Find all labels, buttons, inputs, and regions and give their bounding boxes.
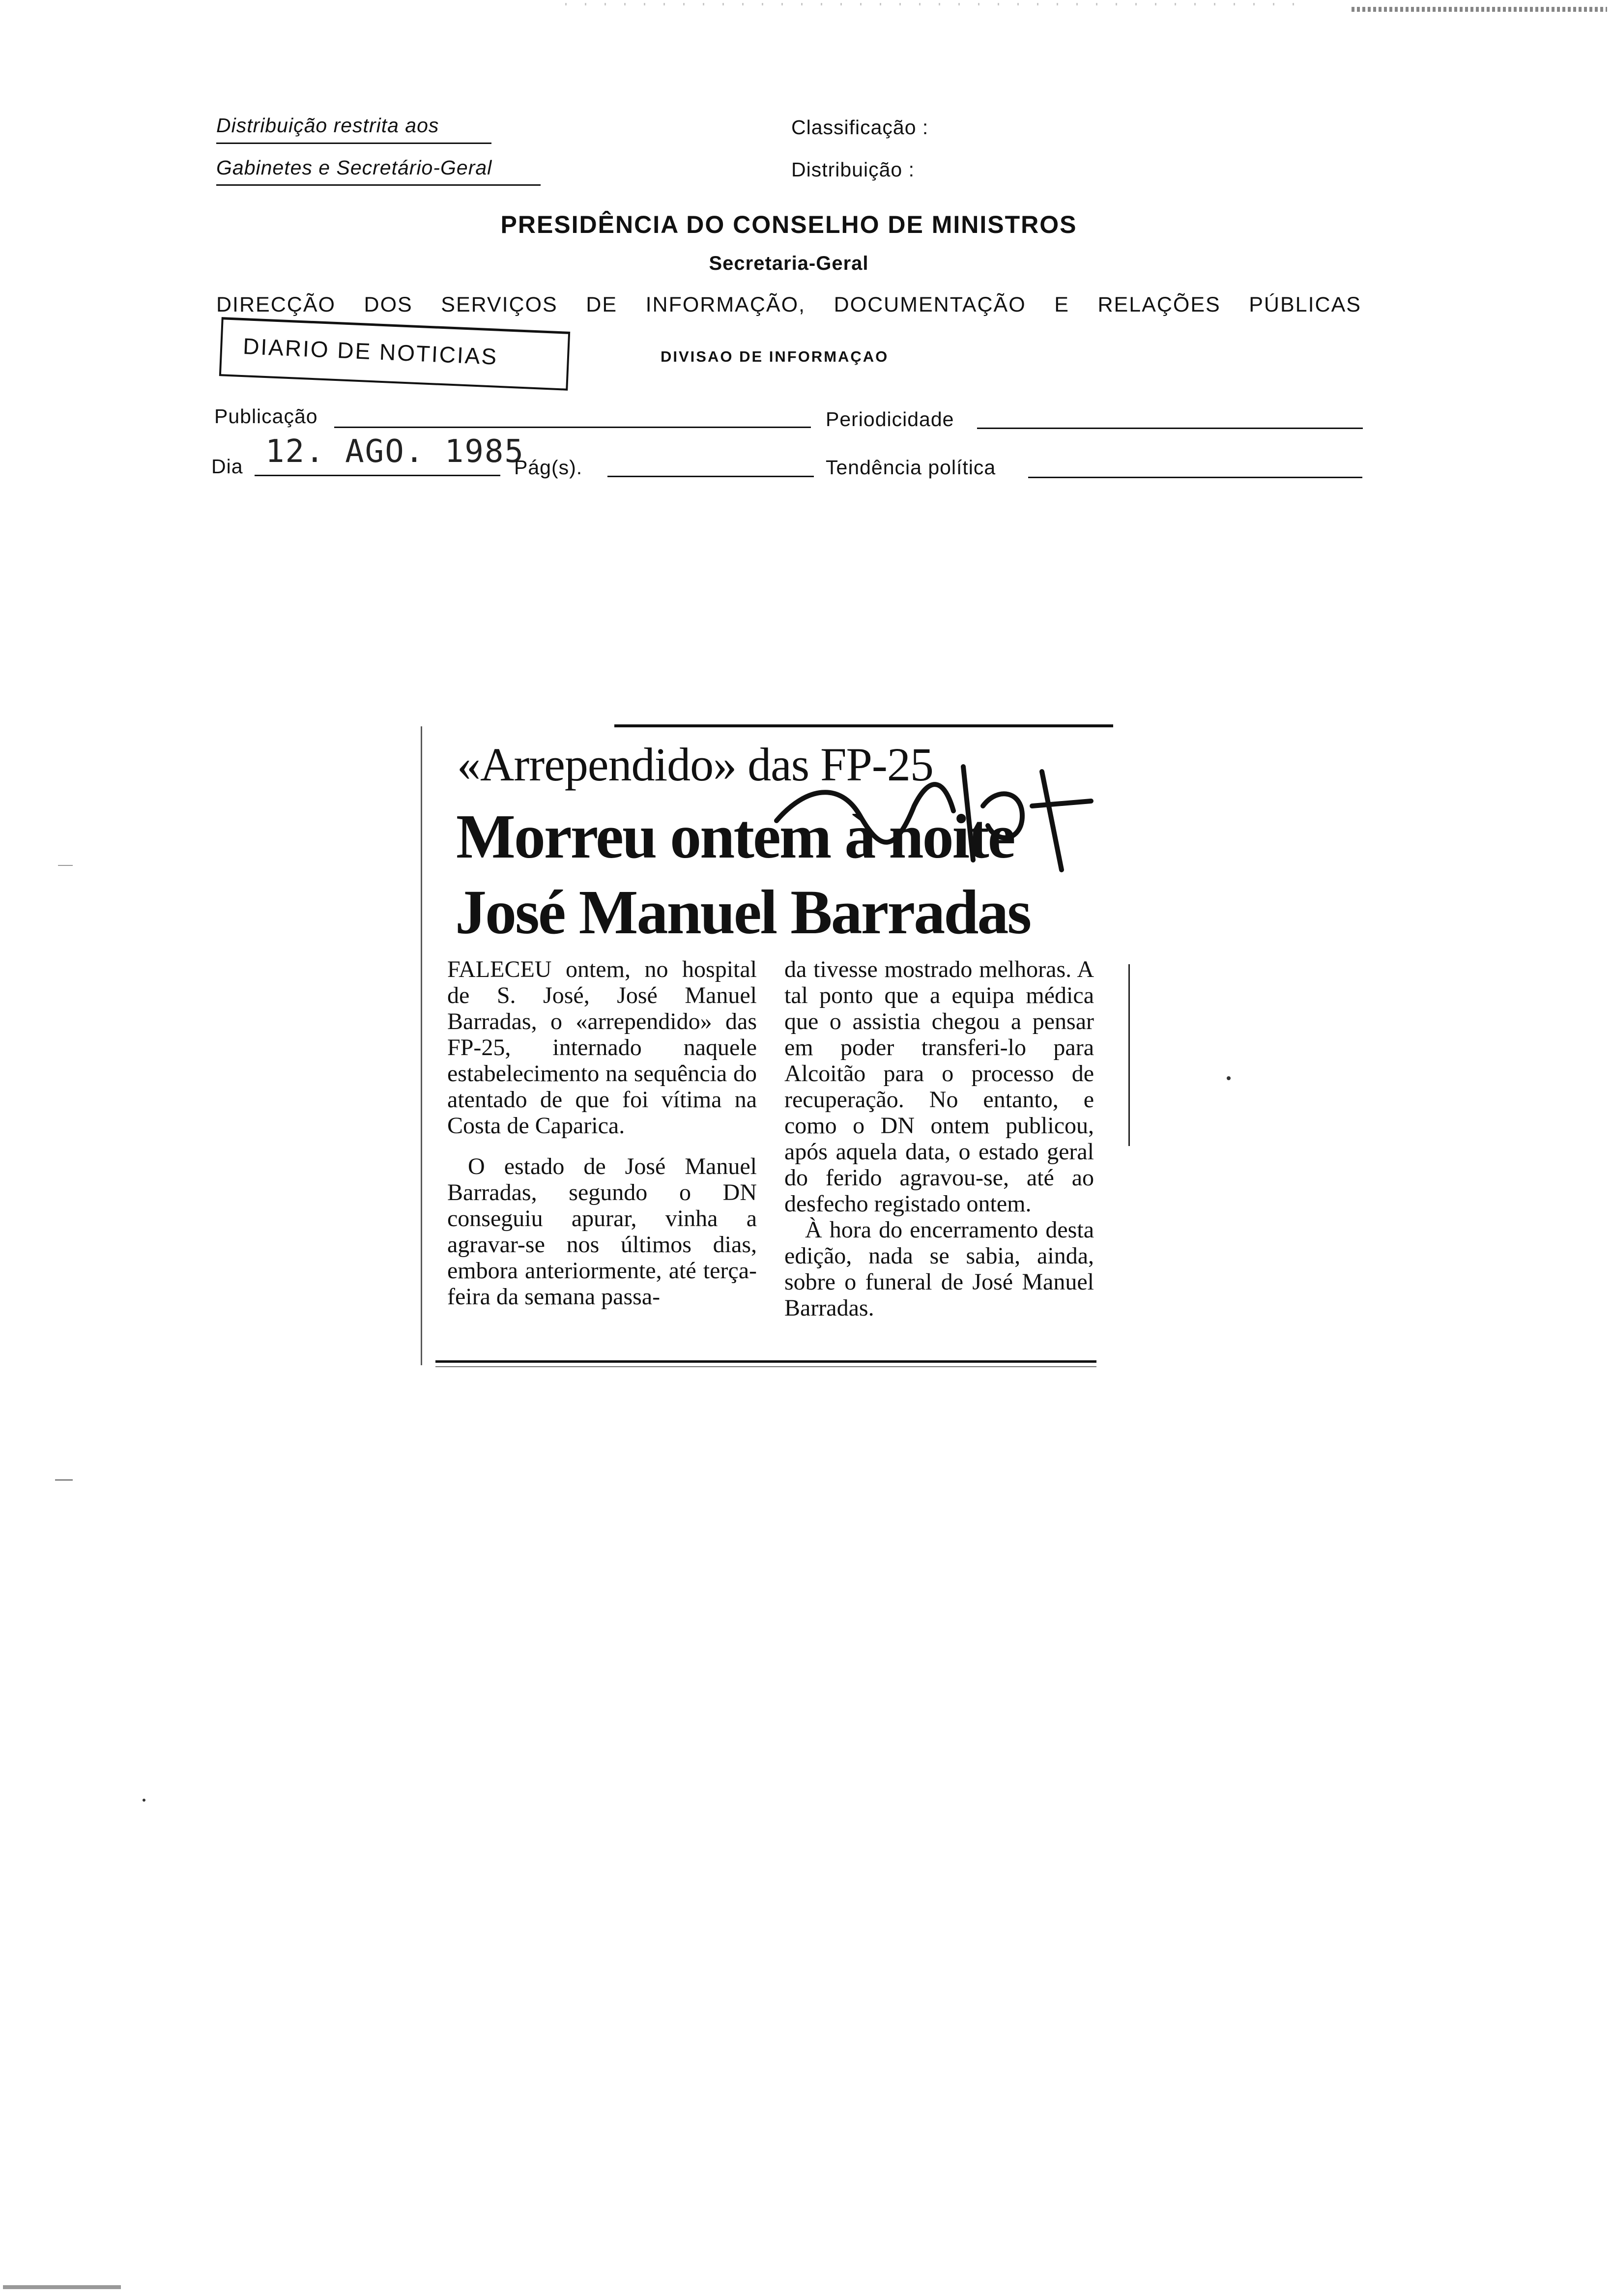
article-paragraph: da tivesse mostrado melhoras. A tal ponto que a equipa médica que o assistia chegou a pensar em poder transferi-lo para Alcoitão para o processo de recuperação. No entanto, e como o DN ontem publicou, após aquela data, o estado geral do ferido agravou-se, até ao desfecho registado ontem.: [784, 956, 1094, 1217]
directorate-word: RELAÇÕES: [1097, 293, 1221, 316]
directorate-word: DE: [586, 293, 618, 316]
publication-label: Publicação: [214, 405, 318, 428]
scan-noise: [565, 3, 1302, 5]
clipping-left-edge: [421, 726, 422, 1365]
clipping-bottom-rule: [435, 1360, 1096, 1363]
scan-noise: [1352, 7, 1607, 12]
classification-label: Classificação :: [791, 116, 929, 139]
article-column-2: [784, 956, 1094, 1321]
scan-speck: [58, 865, 73, 866]
distribution-restricted-line1: Distribuição restrita aos: [216, 114, 439, 137]
periodicity-field-line: [977, 428, 1363, 429]
article-column-1: [447, 956, 757, 1310]
article-paragraph: O estado de José Manuel Barradas, segundo o DN conseguiu apurar, vinha a agravar-se nos últimos dias, embora anteriormente, até terça-feira da semana passa-: [447, 1153, 757, 1310]
political-tendency-label: Tendência política: [826, 456, 996, 479]
scan-speck: [3, 2285, 121, 2289]
clipping-bottom-rule: [435, 1366, 1096, 1367]
scan-speck: [1227, 1076, 1231, 1080]
distribution-label: Distribuição :: [791, 158, 915, 181]
directorate-word: SERVIÇOS: [441, 293, 558, 316]
directorate-word: DIRECÇÃO: [216, 293, 336, 316]
pages-label: Pág(s).: [514, 456, 583, 479]
periodicity-label: Periodicidade: [826, 408, 954, 430]
handwritten-scribble: [767, 747, 1121, 894]
article-headline-line2: José Manuel Barradas: [455, 877, 1031, 947]
directorate-word: E: [1054, 293, 1069, 316]
directorate-word: DOCUMENTAÇÃO: [834, 293, 1026, 316]
distribution-restricted-line2: Gabinetes e Secretário-Geral: [216, 156, 492, 179]
pages-field-line: [607, 476, 814, 477]
clipping-top-rule: [614, 724, 1113, 727]
directorate-word: DOS: [364, 293, 413, 316]
directorate-word: PÚBLICAS: [1249, 293, 1361, 316]
article-kicker: «Arrependido» das FP-25: [457, 738, 933, 791]
article-headline-line1: Morreu ontem à noite: [456, 802, 1014, 871]
day-value: 12. AGO. 1985: [265, 433, 524, 470]
publication-stamp: [219, 317, 570, 391]
division-label: DIVISAO DE INFORMAÇAO: [661, 348, 889, 365]
publication-field-line: [334, 427, 811, 428]
directorate-line: [216, 293, 1361, 317]
article-paragraph: FALECEU ontem, no hospital de S. José, José Manuel Barradas, o «arrependido» das FP-25, internado naquele estabelecimento na sequência do atentado de que foi vítima na Costa de Caparica.: [447, 956, 757, 1139]
stamp-text: DIARIO DE NOTICIAS: [242, 333, 499, 370]
directorate-word: INFORMAÇÃO,: [645, 293, 806, 316]
day-field-line: [255, 475, 500, 476]
organization-title: PRESIDÊNCIA DO CONSELHO DE MINISTROS: [500, 211, 1077, 238]
department-title: Secretaria-Geral: [709, 253, 869, 274]
article-paragraph: À hora do encerramento desta edição, nada se sabia, ainda, sobre o funeral de José Manuel Barradas.: [784, 1217, 1094, 1321]
scan-speck: [55, 1479, 73, 1481]
underline: [216, 143, 491, 144]
underline: [216, 184, 541, 186]
political-tendency-field-line: [1028, 477, 1362, 478]
day-label: Dia: [211, 455, 243, 478]
scan-speck: [143, 1799, 145, 1802]
clipping-right-edge: [1128, 964, 1130, 1146]
